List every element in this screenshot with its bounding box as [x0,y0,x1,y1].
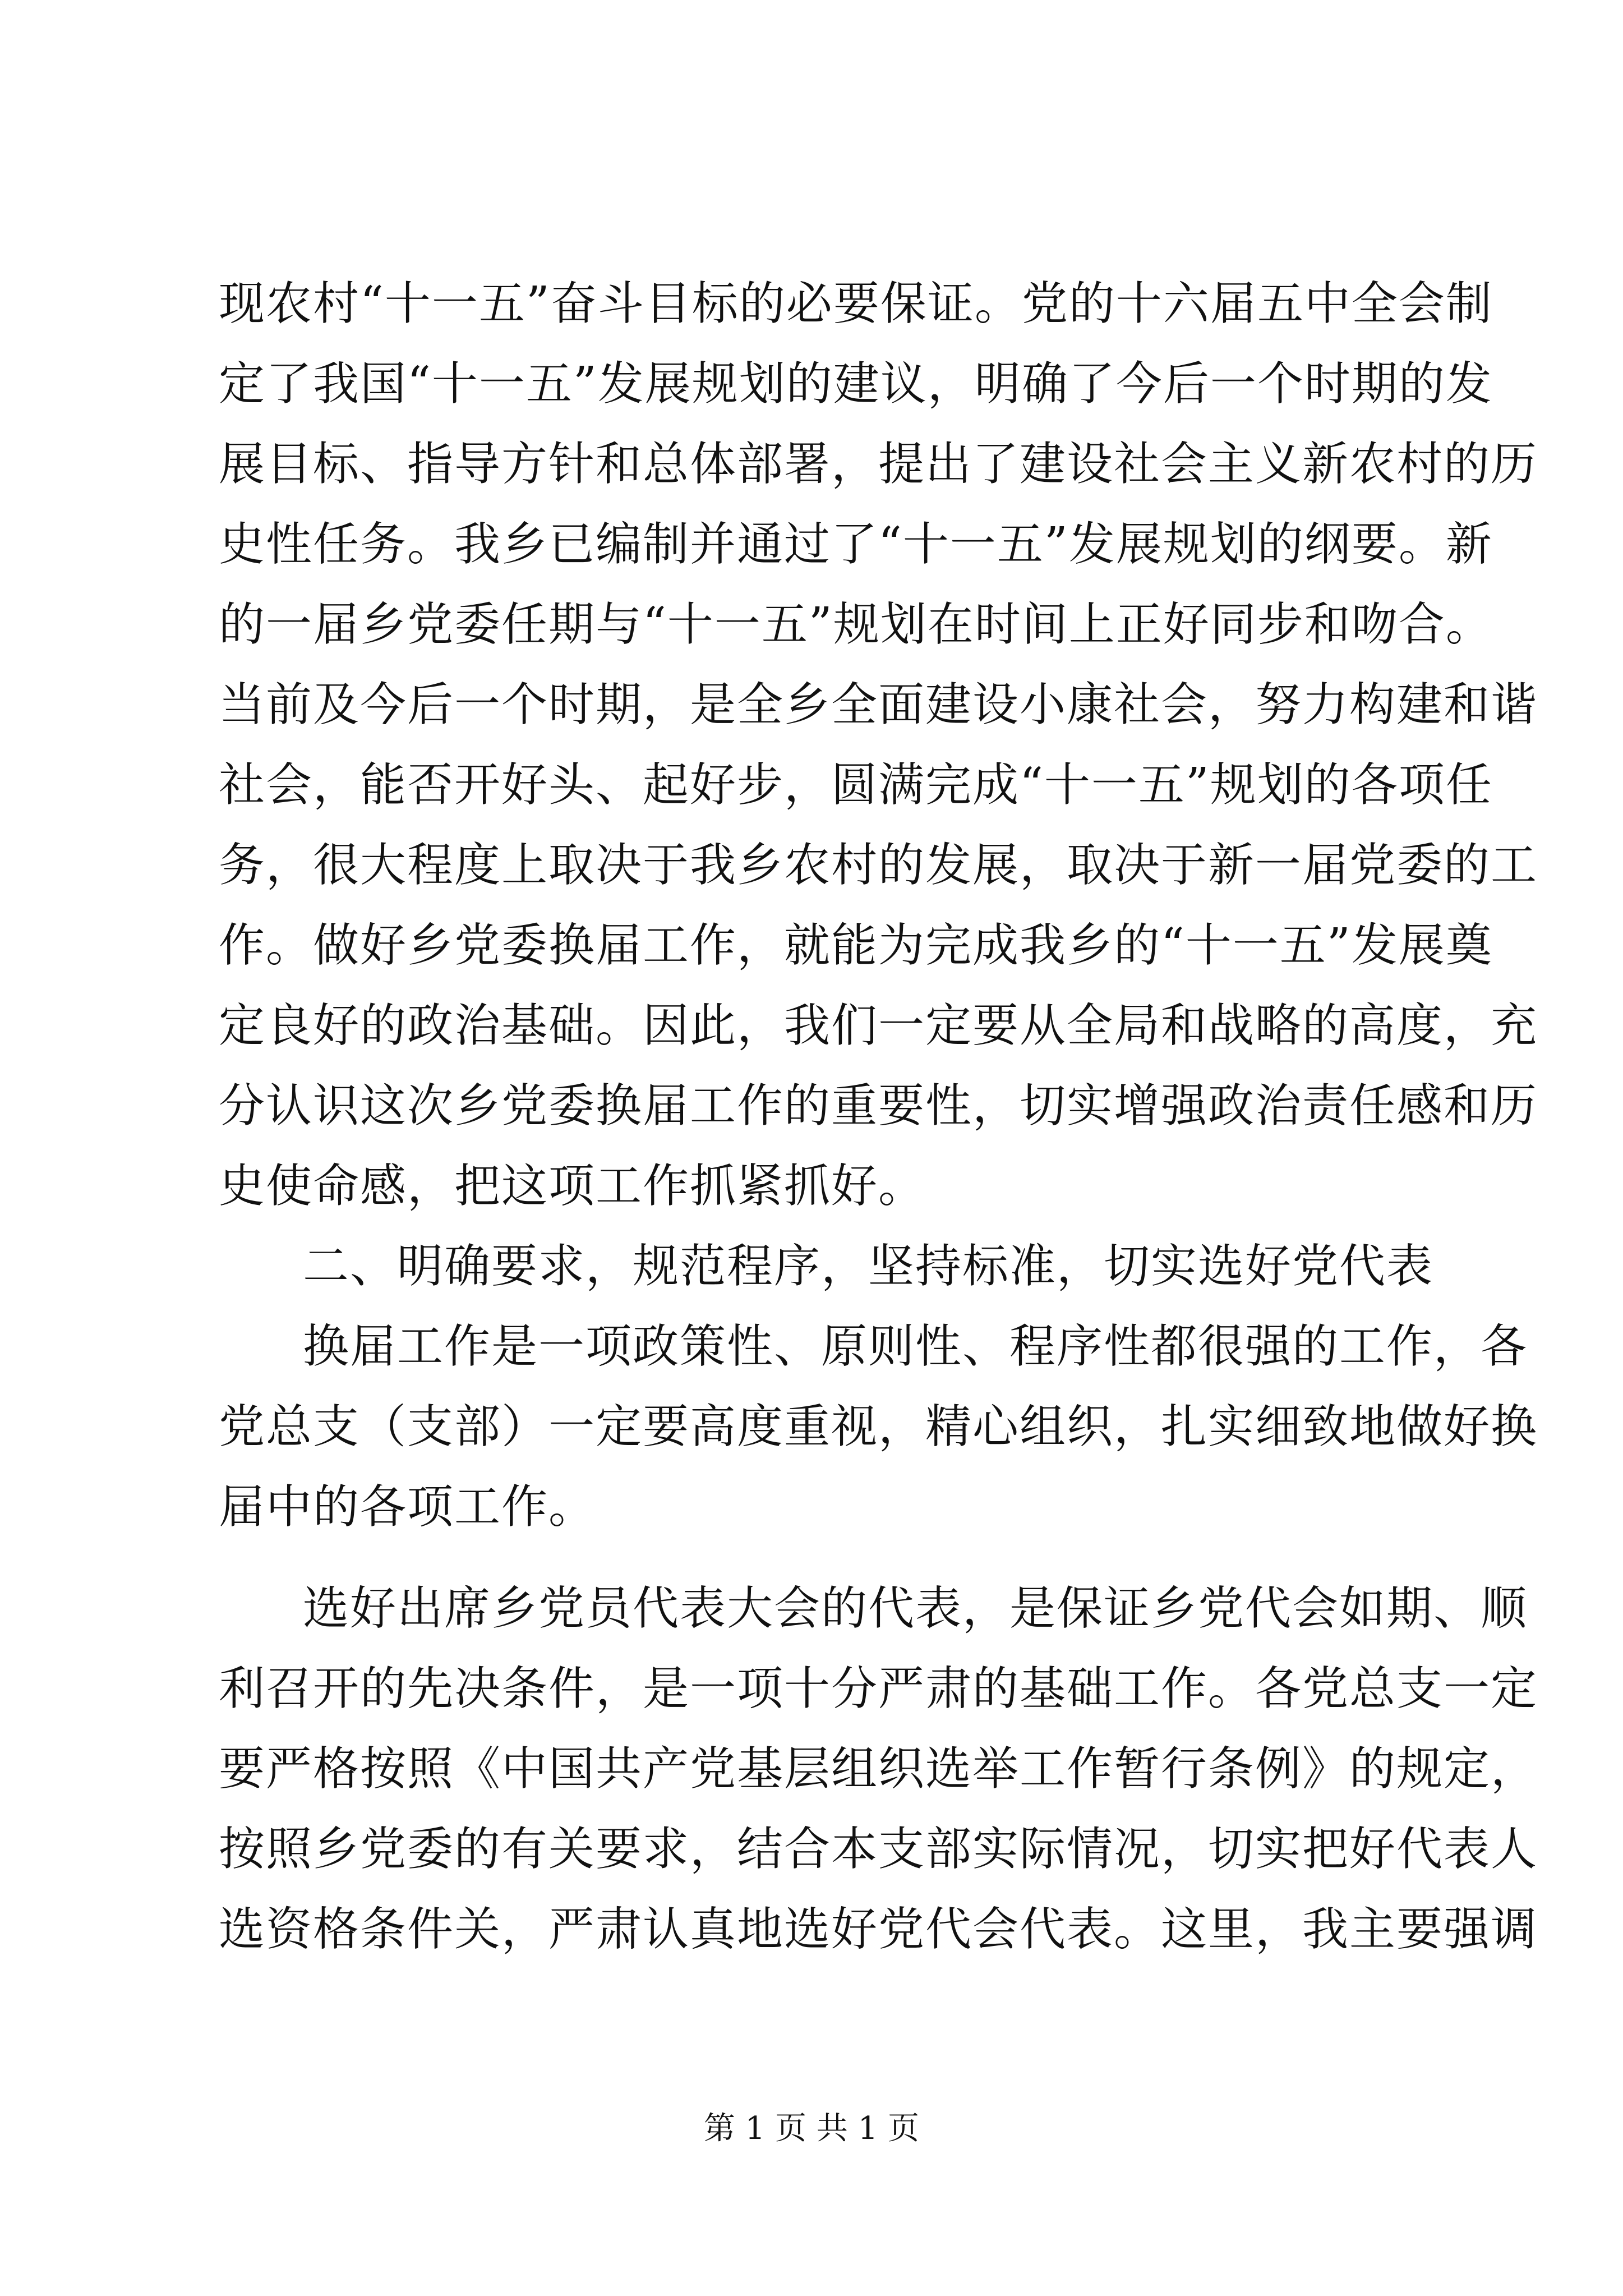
text-line: 党总支（支部）一定要高度重视，精心组织，扎实细致地做好换 [219,1400,1538,1453]
text-line: 史性任务。我乡已编制并通过了“十一五”发展规划的纲要。新 [219,518,1493,571]
text-line: 的一届乡党委任期与“十一五”规划在时间上正好同步和吻合。 [219,598,1493,651]
text-line: 届中的各项工作。 [219,1480,596,1534]
text-line: 利召开的先决条件，是一项十分严肃的基础工作。各党总支一定 [219,1662,1538,1715]
text-line: 作。做好乡党委换届工作，就能为完成我乡的“十一五”发展奠 [219,919,1493,972]
page-number-footer: 第 1 页 共 1 页 [703,2110,920,2147]
text-line: 选资格条件关，严肃认真地选好党代会代表。这里，我主要强调 [219,1903,1538,1956]
document-body [219,264,1538,1970]
section-heading: 二、明确要求，规范程序，坚持标准，切实选好党代表 [303,1240,1434,1293]
text-line: 选好出席乡党员代表大会的代表，是保证乡党代会如期、顺 [303,1582,1528,1635]
text-line: 社会，能否开好头、起好步，圆满完成“十一五”规划的各项任 [219,758,1493,812]
text-line: 史使命感，把这项工作抓紧抓好。 [219,1159,926,1213]
text-line: 换届工作是一项政策性、原则性、程序性都很强的工作，各 [303,1320,1528,1373]
text-line: 务，很大程度上取决于我乡农村的发展，取决于新一届党委的工 [219,839,1538,892]
text-line: 定良好的政治基础。因此，我们一定要从全局和战略的高度，充 [219,999,1538,1052]
text-line: 展目标、指导方针和总体部署，提出了建设社会主义新农村的历 [219,438,1538,491]
text-line: 按照乡党委的有关要求，结合本支部实际情况，切实把好代表人 [219,1823,1538,1876]
text-line: 定了我国“十一五”发展规划的建议，明确了今后一个时期的发 [219,357,1493,411]
text-line: 现农村“十一五”奋斗目标的必要保证。党的十六届五中全会制 [219,277,1493,330]
text-line: 当前及今后一个时期，是全乡全面建设小康社会，努力构建和谐 [219,678,1538,731]
text-line: 要严格按照《中国共产党基层组织选举工作暂行条例》的规定， [219,1742,1538,1796]
text-line: 分认识这次乡党委换届工作的重要性，切实增强政治责任感和历 [219,1079,1538,1133]
